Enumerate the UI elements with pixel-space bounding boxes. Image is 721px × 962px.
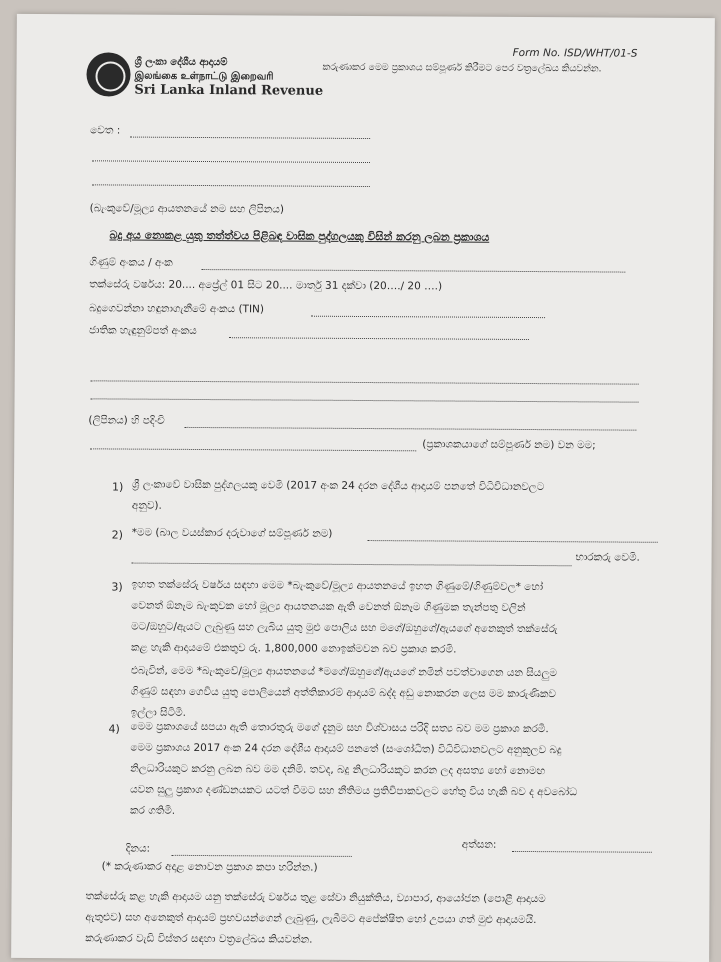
address-line-2[interactable] (92, 160, 370, 163)
item-number-4: 4) (108, 722, 120, 736)
declaration-3: ඉහත තක්සේරු වර්ෂය සඳහා මෙම *බැංකුවේ/මූල්‍ය ආයතනයේ ඉහත ගිණුමේ/ගිණුම්වල* හෝ වෙනත් ඕනෑම බැංකුවක හෝ මූල්‍ය ආයතනයක ඇති වෙනත් ඕනෑම ගිණුමක තැන්පතු වලින් මට/ඔහුට/ඇයට ලැබුණු සහ ලැබිය යුතු මුළු පොලිය සහ මගේ/ඔහුගේ/ඇයගේ අනෙකුත් තක්සේරු කළ හැකි ආදායමේ එකතුව රු. 1,800,000 නොඉක්මවන බව ප්‍රකාශ කරමි. (130, 578, 558, 656)
declaration-2-line1: *මම (බාල වයස්කාර දරුවාගේ සම්පූර්ණ නම) (131, 526, 333, 540)
signature-label: අත්සන: (461, 838, 497, 851)
tax-year-line: තක්සේරු වර්ෂය: 20.... අප්‍රේල් 01 සිට 20.... මාර්තු 31 දක්වා (20…./ 20 ….) (89, 278, 443, 293)
date-field[interactable] (172, 855, 352, 857)
form-title: බදු අය නොකළ යුතු තත්ත්වය පිළිබඳ වාසික පුද්ගලයකු විසින් කරනු ලබන ප්‍රකාශය (109, 228, 490, 244)
account-no-field[interactable] (201, 269, 625, 273)
full-name-note: (ප්‍රකාශකයාගේ සම්පූර්ණ නම) වන මම; (422, 438, 596, 452)
declaration-2-line2: භාරකරු වෙමි. (575, 551, 640, 564)
item-number-1: 1) (111, 480, 124, 494)
to-label: වෙත : (90, 124, 121, 137)
brand-sinhala: ශ්‍රී ලංකා දේශීය ආදායම් (134, 56, 228, 69)
brand-tamil: இலங்கை உள்நாட்டு இறைவரி (134, 70, 274, 83)
account-no-label: ගිණුම් අංකය / අංක (89, 256, 173, 269)
form-number: Form No. ISD/WHT/01-S (512, 46, 638, 60)
tin-label: බදුගෙවන්නා හඳුනාගැනීමේ අංකය (TIN) (89, 302, 265, 316)
tin-field[interactable] (311, 316, 545, 318)
form-page (11, 14, 715, 962)
full-name-field[interactable] (90, 448, 416, 451)
address-line-1[interactable] (130, 137, 370, 139)
residential-address-field[interactable] (184, 427, 636, 431)
declaration-1: ශ්‍රී ලංකාවේ වාසික පුද්ගලයකු වෙමි (2017 අංක 24 දරන දේශීය ආදායම් පනතේ විධිවිධානවලට අනුව). (131, 478, 545, 512)
date-label: දිනය: (125, 842, 151, 855)
nic-field[interactable] (229, 337, 529, 340)
child-name-field[interactable] (368, 540, 658, 543)
name-line-1[interactable] (91, 380, 639, 384)
declaration-3-request: එබැවින්, මෙම *බැංකුවේ/මූල්‍ය ආයතනයේ *මගේ/ඔහුගේ/ඇයගේ නමින් පවත්වාගෙන යන සියලුම ගිණුම් සඳහා ගෙවිය යුතු පොලියෙන් අත්තිකාරම් ආදායම් බද්ද අඩු නොකරන ලෙස මම කාරුණිකව ඉල්ලා සිටිමි. (130, 664, 557, 719)
strike-note: (* කරුණාකර අදාළ නොවන ප්‍රකාශ කපා හරින්න.) (101, 860, 318, 874)
name-line-2[interactable] (91, 398, 639, 402)
emblem-icon (86, 52, 130, 96)
footnote: තක්සේරු කළ හැකි ආදායම යනු තක්සේරු වර්ෂය තුළ සේවා නියුක්තිය, ව්‍යාපාර, ආයෝජන (පොළී ආදායම ඇතුළුව) සහ අනෙකුත් ආදායම් ප්‍රභවයන්ගෙන් ලැබුණු, ලැබීමට අපේක්ෂිත හෝ උපයා ගත් මුළු ආදායමයි. කරුණාකර වැඩි විස්තර සඳහා වත්‍රලේඛය කියවන්න. (85, 890, 546, 946)
addressee-footer: (බැංකුවේ/මූල්‍ය ආයතනයේ නම සහ ලිපිනය) (89, 202, 285, 216)
instruction-note: කරුණාකර මෙම ප්‍රකාශය සම්පූර්ණ කිරීමට පෙර වත්‍රලේඛය කියවන්න. (322, 61, 602, 75)
declaration-4: මෙම ප්‍රකාශයේ සපයා ඇති තොරතුරු මගේ දැනුම සහ විශ්වාසය පරිදි සත්‍ය බව මම ප්‍රකාශ කරමි. මෙම ප්‍රකාශය 2017 අංක 24 දරන දේශීය ආදායම් පනතේ (සංශෝධිත) විධිවිධානවලට අනුකූලව බදු නිලධාරියකුට කරනු ලබන බව මම දනිමි. තවද, බදු නිලධාරියකුට කරන ලද අසත්‍ය හෝ නොමඟ යවන සුලු ප්‍රකාශ දණ්ඩනයකට යටත් වීමට සහ නීතිමය ප්‍රතිවිපාකවලට හේතු විය හැකි බව ද අවබෝධ කර ගතිමි. (129, 720, 578, 817)
address-label: (ලිපිනය) හි පදිංචි (88, 414, 165, 427)
child-name-field-cont[interactable] (132, 563, 572, 567)
item-number-3: 3) (111, 580, 123, 594)
nic-label: ජාතික හැඳුනුම්පත් අංකය (88, 324, 197, 337)
signature-field[interactable] (512, 851, 652, 853)
item-number-2: 2) (111, 528, 124, 542)
address-line-3[interactable] (92, 184, 370, 187)
brand-english: Sri Lanka Inland Revenue (134, 82, 324, 99)
